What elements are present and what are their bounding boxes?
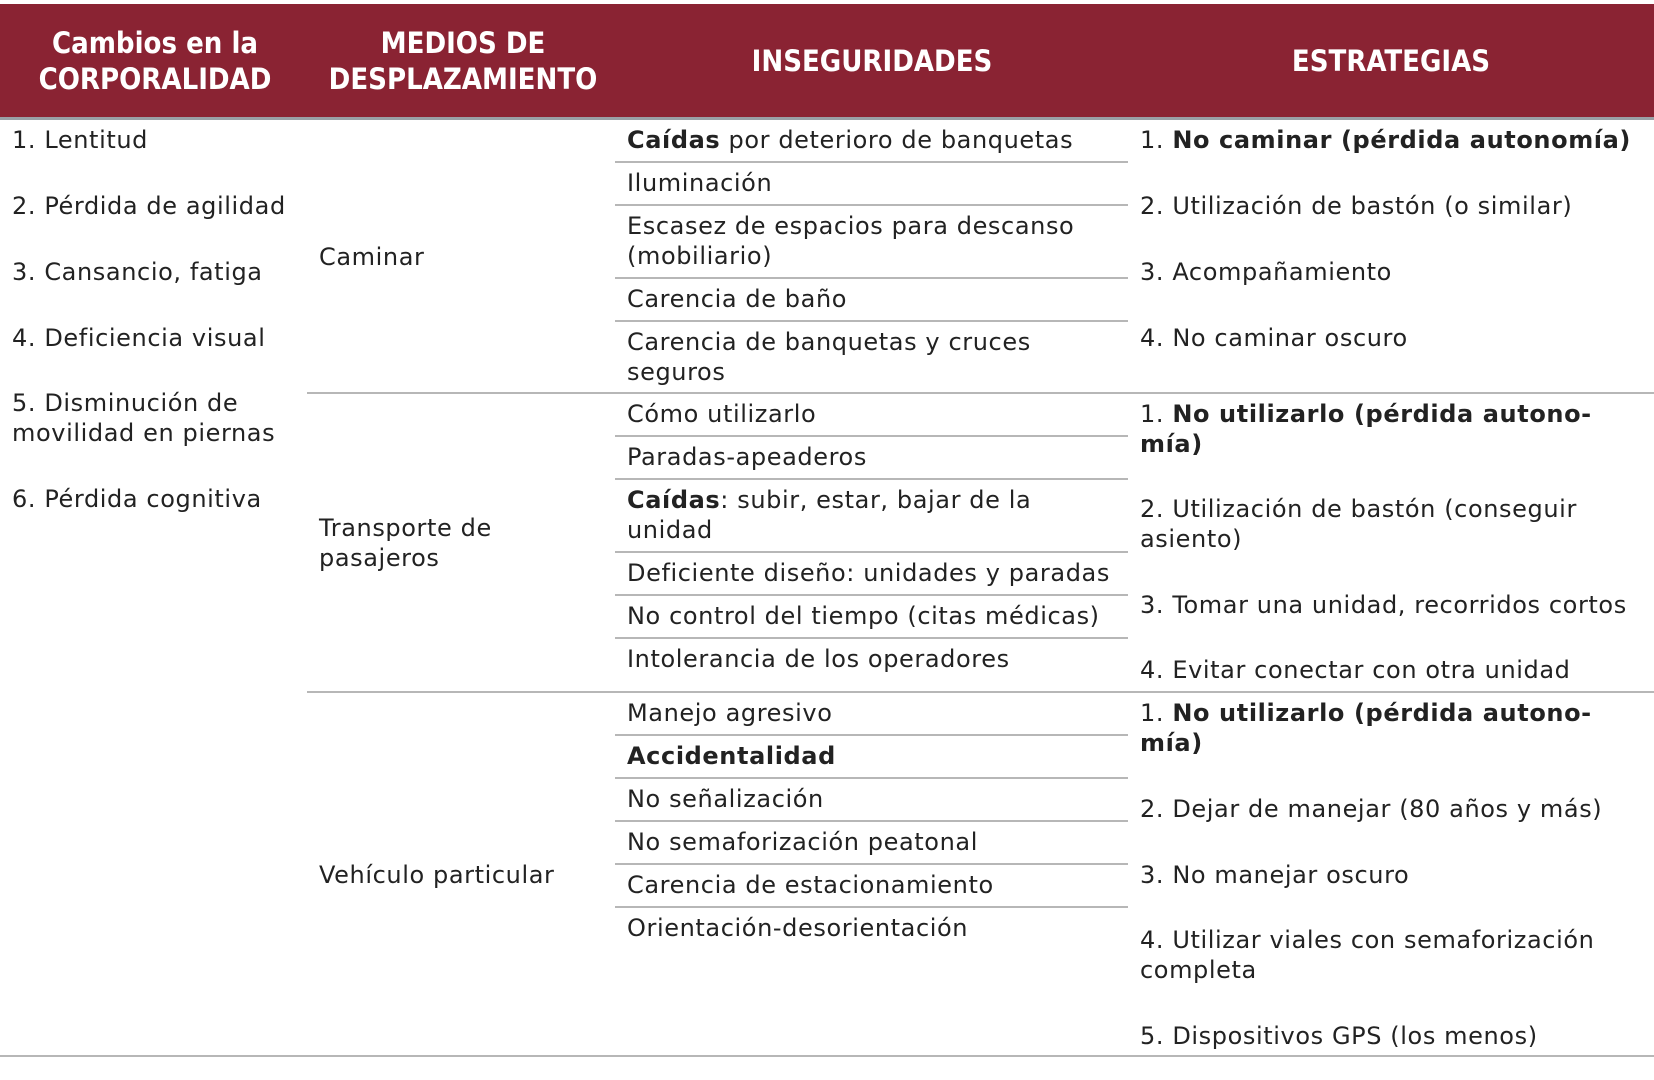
- estrategia-item-cont: completa: [1140, 956, 1257, 984]
- inseguridad-item: Carencia de estacionamiento: [627, 871, 994, 899]
- row-divider: [615, 435, 1128, 437]
- inseguridad-item: Orientación-desorientación: [627, 914, 969, 942]
- estrategia-item: 4. Utilizar viales con semaforización: [1140, 926, 1595, 954]
- row-divider: [615, 777, 1128, 779]
- row-divider: [615, 204, 1128, 206]
- inseguridad-item: Paradas-apeaderos: [627, 443, 867, 471]
- estrategia-item: 4. Evitar conectar con otra unidad: [1140, 656, 1571, 684]
- header-medios: MEDIOS DE DESPLAZAMIENTO: [328, 25, 598, 96]
- header-estrategias: ESTRATEGIAS: [1291, 43, 1491, 78]
- estrategia-item: 1. No utilizarlo (pérdida autono-: [1140, 699, 1592, 727]
- estrategia-item: 4. No caminar oscuro: [1140, 324, 1408, 352]
- estrategia-item-cont: mía): [1140, 430, 1203, 458]
- inseguridad-item: Deficiente diseño: unidades y paradas: [627, 559, 1110, 587]
- section-divider: [307, 392, 1654, 394]
- corporalidad-item: 4. Deficiencia visual: [12, 324, 266, 352]
- inseguridad-item: Intolerancia de los operadores: [627, 645, 1010, 673]
- corporalidad-item: 6. Pérdida cognitiva: [12, 485, 262, 513]
- section-divider: [307, 691, 1654, 693]
- inseguridad-item: Carencia de banquetas y cruces: [627, 328, 1031, 356]
- row-divider: [615, 551, 1128, 553]
- inseguridad-item-cont: unidad: [627, 516, 713, 544]
- table-bottom-rule: [0, 1055, 1654, 1057]
- inseguridad-item-cont: seguros: [627, 358, 726, 386]
- row-divider: [615, 594, 1128, 596]
- row-divider: [615, 161, 1128, 163]
- row-divider: [615, 820, 1128, 822]
- estrategia-item: 2. Dejar de manejar (80 años y más): [1140, 795, 1603, 823]
- inseguridad-item: Cómo utilizarlo: [627, 400, 817, 428]
- estrategia-item: 1. No caminar (pérdida autonomía): [1140, 126, 1631, 154]
- inseguridad-item: Manejo agresivo: [627, 699, 833, 727]
- corporalidad-item-cont: movilidad en piernas: [12, 419, 276, 447]
- estrategia-item: 3. No manejar oscuro: [1140, 861, 1410, 889]
- corporalidad-item: 3. Cansancio, fatiga: [12, 258, 263, 286]
- inseguridad-item: Escasez de espacios para descanso: [627, 212, 1075, 240]
- inseguridad-item: Caídas: subir, estar, bajar de la: [627, 486, 1032, 514]
- inseguridad-item: No semaforización peatonal: [627, 828, 978, 856]
- corporalidad-item: 1. Lentitud: [12, 126, 148, 154]
- medio-transporte: Transporte de: [319, 514, 492, 542]
- row-divider: [615, 637, 1128, 639]
- inseguridad-item: Caídas por deterioro de banquetas: [627, 126, 1074, 154]
- inseguridad-item: Carencia de baño: [627, 285, 848, 313]
- inseguridad-item: Accidentalidad: [627, 742, 836, 770]
- estrategia-item-cont: asiento): [1140, 525, 1243, 553]
- inseguridad-item: No control del tiempo (citas médicas): [627, 602, 1100, 630]
- estrategia-item: 5. Dispositivos GPS (los menos): [1140, 1022, 1538, 1050]
- row-divider: [615, 320, 1128, 322]
- row-divider: [615, 906, 1128, 908]
- estrategia-item: 3. Acompañamiento: [1140, 258, 1392, 286]
- inseguridad-item: No señalización: [627, 785, 824, 813]
- corporalidad-item: 2. Pérdida de agilidad: [12, 192, 286, 220]
- medio-vehiculo: Vehículo particular: [319, 861, 555, 889]
- corporalidad-item: 5. Disminución de: [12, 389, 239, 417]
- estrategia-item-cont: mía): [1140, 729, 1203, 757]
- header-corporalidad: Cambios en la CORPORALIDAD: [38, 25, 272, 96]
- table-header: [0, 4, 1654, 120]
- row-divider: [615, 734, 1128, 736]
- inseguridad-item-cont: (mobiliario): [627, 242, 773, 270]
- row-divider: [615, 277, 1128, 279]
- estrategia-item: 2. Utilización de bastón (o similar): [1140, 192, 1573, 220]
- medio-transporte-cont: pasajeros: [319, 544, 440, 572]
- header-inseguridades: INSEGURIDADES: [751, 43, 993, 78]
- row-divider: [615, 478, 1128, 480]
- medio-caminar: Caminar: [319, 243, 425, 271]
- inseguridad-item: Iluminación: [627, 169, 773, 197]
- estrategia-item: 2. Utilización de bastón (conseguir: [1140, 495, 1577, 523]
- row-divider: [615, 863, 1128, 865]
- estrategia-item: 1. No utilizarlo (pérdida autono-: [1140, 400, 1592, 428]
- estrategia-item: 3. Tomar una unidad, recorridos cortos: [1140, 591, 1627, 619]
